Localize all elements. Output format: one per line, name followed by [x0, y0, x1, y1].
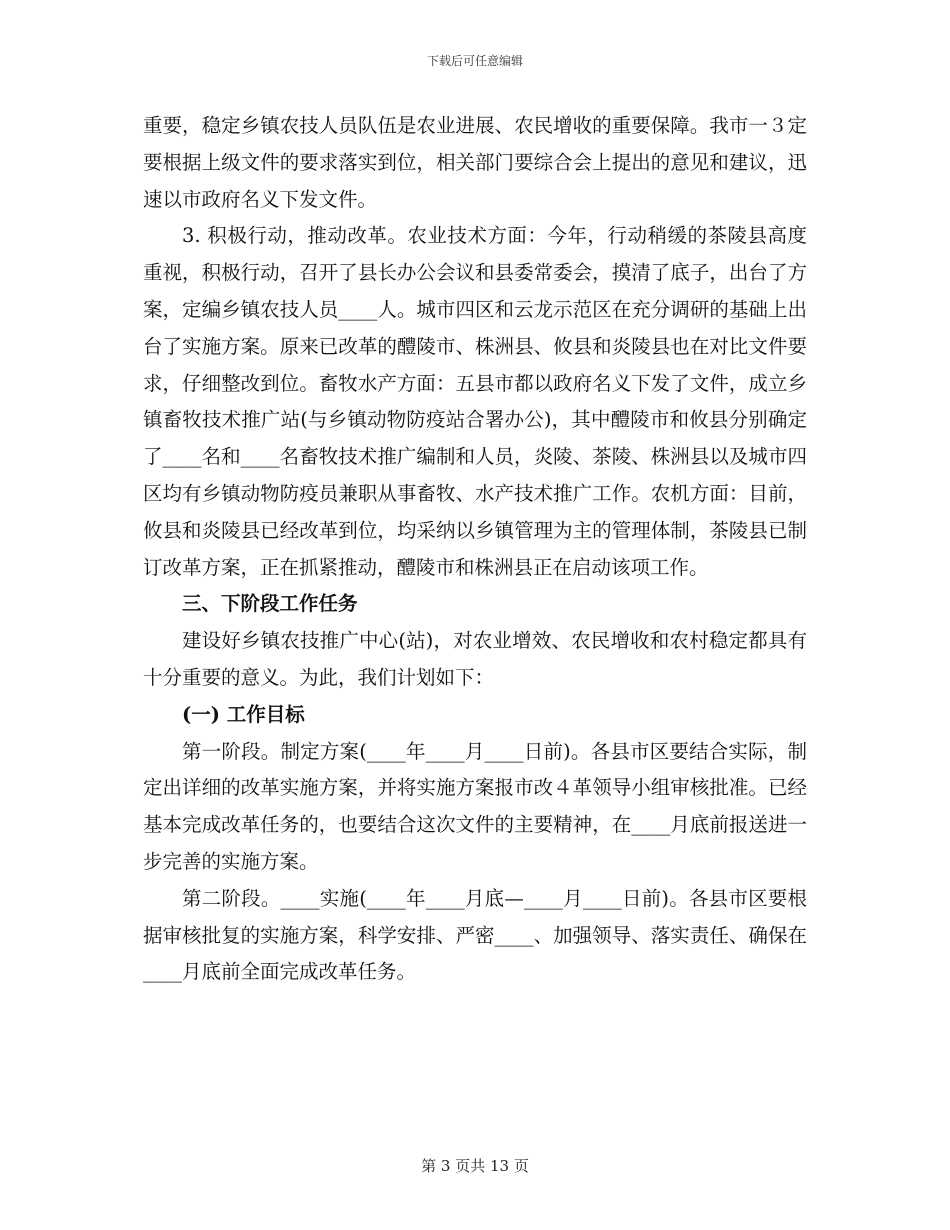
subsection-heading: (一) 工作目标	[182, 702, 305, 726]
section-heading: 三、下阶段工作任务	[182, 592, 358, 616]
paragraph-intro: 重要，稳定乡镇农技人员队伍是农业进展、农民增收的重要保障。我市一３定要根据上级文件的要求落实到位，相关部门要综合会上提出的意见和建议，迅速以市政府名义下发文件。	[143, 114, 807, 211]
paragraph-action: 3. 积极行动，推动改革。农业技术方面：今年，行动稍缓的茶陵县高度重视，积极行动，召开了县长办公会议和县委常委会，摸清了底子，出台了方案，定编乡镇农技人员____人。城市四区和云龙示范区在充分调研的基础上出台了实施方案。原来已改革的醴陵市、株洲县、攸县和炎陵县也在对比文件要求，仔细整改到位。畜牧水产方面：五县市都以政府名义下发了文件，成立乡镇畜牧技术推广站(与乡镇动物防疫站合署办公)，其中醴陵市和攸县分别确定了____名和____名畜牧技术推广编制和人员，炎陵、茶陵、株洲县以及城市四区均有乡镇动物防疫员兼职从事畜牧、水产技术推广工作。农机方面：目前，攸县和炎陵县已经改革到位，均采纳以乡镇管理为主的管理体制，茶陵县已制订改革方案，正在抓紧推动，醴陵市和株洲县正在启动该项工作。	[143, 224, 807, 579]
page-footer: 第 3 页共 13 页	[421, 1157, 529, 1175]
paragraph-stage-two: 第二阶段。____实施(____年____月底—____月____日前)。各县市区要根据审核批复的实施方案，科学安排、严密____、加强领导、落实责任、确保在____月底前全面完成改革任务。	[143, 886, 807, 984]
paragraph-plan: 建设好乡镇农技推广中心(站)，对农业增效、农民增收和农村稳定都具有十分重要的意义。为此，我们计划如下：	[143, 629, 807, 689]
document-body	[143, 108, 807, 991]
page-header: 下载后可任意编辑	[426, 54, 523, 68]
paragraph-stage-one: 第一阶段。制定方案(____年____月____日前)。各县市区要结合实际，制定出详细的改革实施方案，并将实施方案报市改４革领导小组审核批准。已经基本完成改革任务的，也要结合这次文件的主要精神，在____月底前报送进一步完善的实施方案。	[143, 739, 807, 873]
